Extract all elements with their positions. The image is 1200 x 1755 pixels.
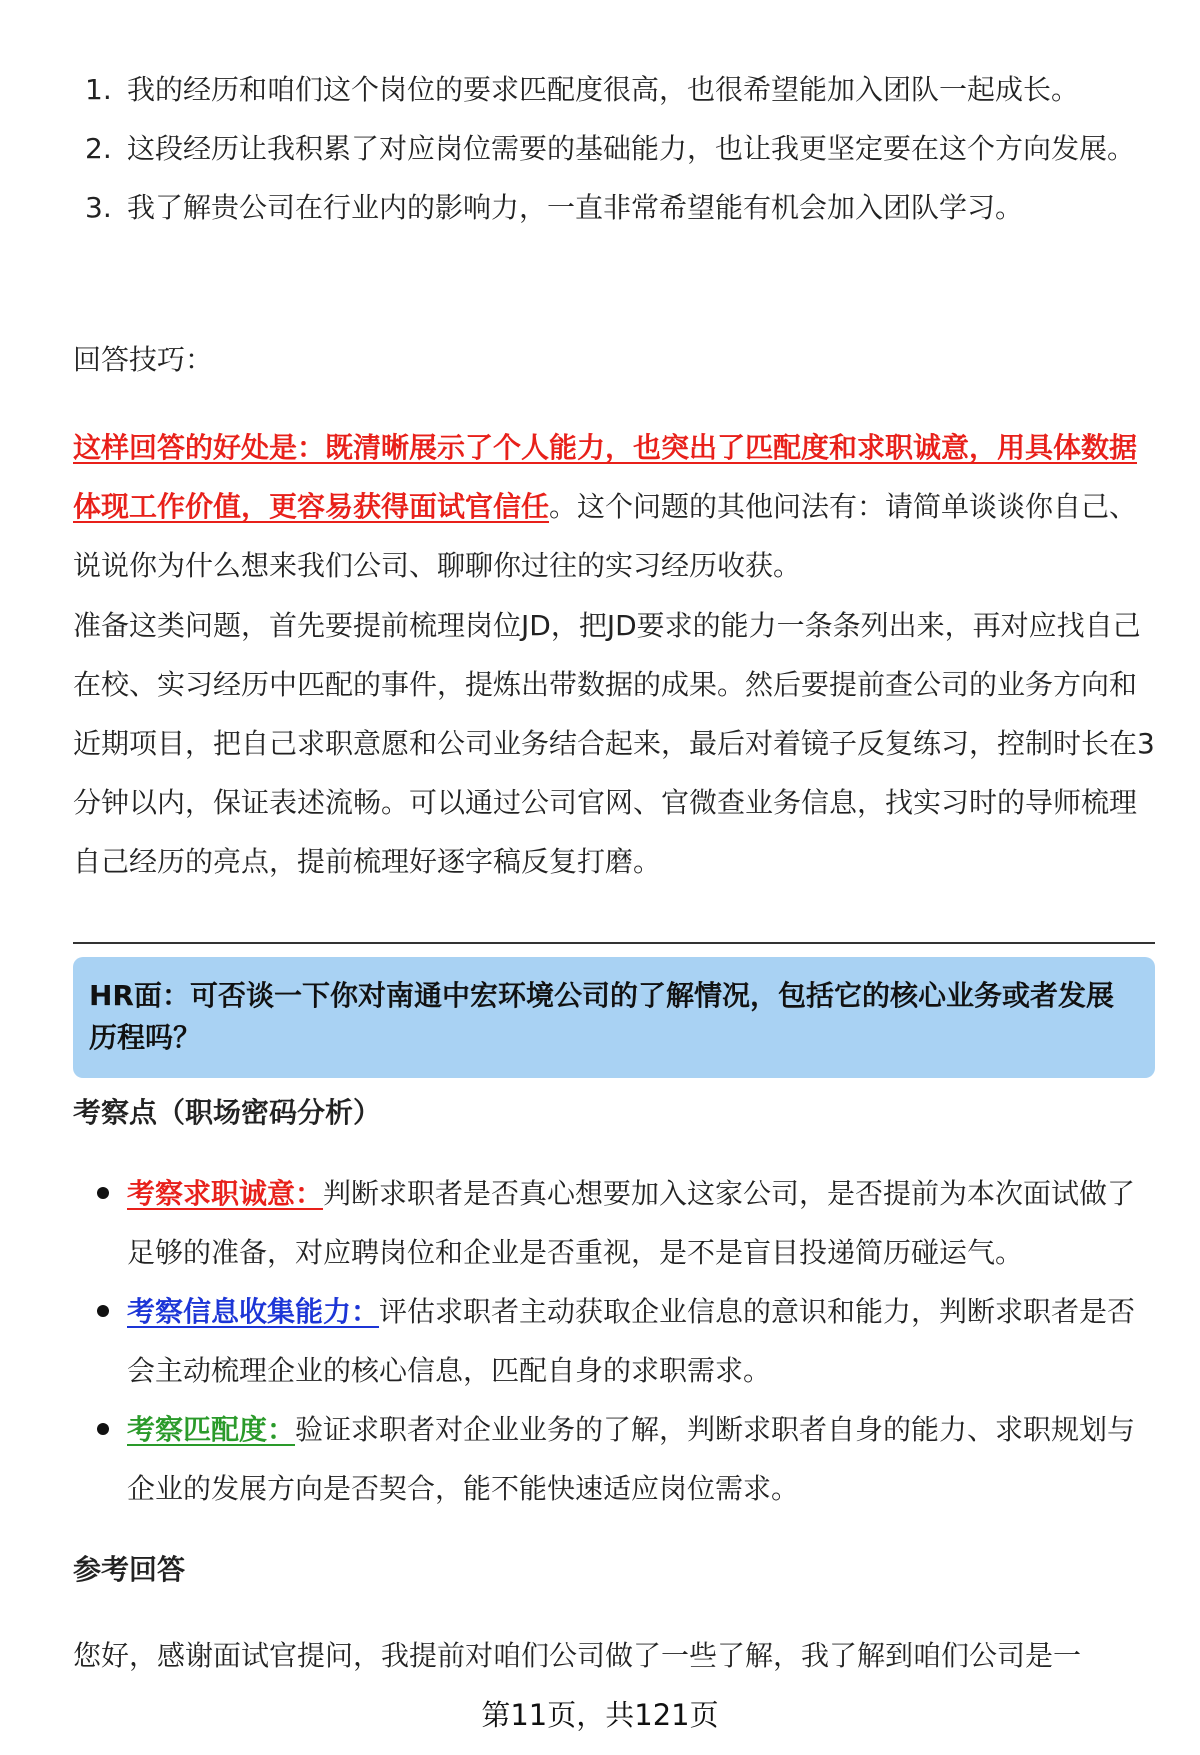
- list-item: [73, 119, 1155, 178]
- list-item-text: 这段经历让我积累了对应岗位需要的基础能力，也让我更坚定要在这个方向发展。: [127, 132, 1136, 165]
- point-text: 验证求职者对企业业务的了解，判断求职者自身的能力、求职规划与企业的发展方向是否契合，能不能快速适应岗位需求。: [127, 1413, 1136, 1505]
- point-keyword: 考察求职诚意：: [127, 1177, 324, 1210]
- point-text: 判断求职者是否真心想要加入这家公司，是否提前为本次面试做了足够的准备，对应聘岗位和企业是否重视，是不是盲目投递简历碰运气。: [127, 1177, 1136, 1269]
- prep-paragraph: 准备这类问题，首先要提前梳理岗位JD，把JD要求的能力一条条列出来，再对应找自己在校、实习经历中匹配的事件，提炼出带数据的成果。然后要提前查公司的业务方向和近期项目，把自己求职意愿和公司业务结合起来，最后对着镜子反复练习，控制时长在3分钟以内，保证表述流畅。可以通过公司官网、官微查业务信息，找实习时的导师梳理自己经历的亮点，提前梳理好逐字稿反复打磨。: [73, 609, 1155, 878]
- tips-label: 回答技巧：: [73, 343, 214, 376]
- question-box: HR面：可否谈一下你对南通中宏环境公司的了解情况，包括它的核心业务或者发展历程吗？: [73, 957, 1155, 1078]
- bullet-icon: [97, 1187, 109, 1199]
- list-item-text: 我的经历和咱们这个岗位的要求匹配度很高，也很希望能加入团队一起成长。: [127, 73, 1080, 106]
- list-number: 2.: [85, 132, 112, 165]
- tips-highlight: 这样回答的好处是：既清晰展示了个人能力，也突出了匹配度和求职诚意，用具体数据体现工作价值，更容易获得面试官信任: [73, 431, 1138, 523]
- list-number: 3.: [85, 191, 112, 224]
- section-divider: [73, 942, 1155, 944]
- tips-paragraph: [73, 418, 1155, 595]
- list-item: [73, 178, 1155, 237]
- point-keyword: 考察匹配度：: [127, 1413, 296, 1446]
- list-item-text: 我了解贵公司在行业内的影响力，一直非常希望能有机会加入团队学习。: [127, 191, 1024, 224]
- point-text: 评估求职者主动获取企业信息的意识和能力，判断求职者是否会主动梳理企业的核心信息，匹配自身的求职需求。: [127, 1295, 1136, 1387]
- list-item: [73, 1400, 1155, 1518]
- bullet-icon: [97, 1305, 109, 1317]
- page-footer: 第11页，共121页: [481, 1698, 719, 1732]
- list-item: [73, 1282, 1155, 1400]
- list-item: [73, 1164, 1155, 1282]
- list-number: 1.: [85, 73, 112, 106]
- reference-answer-title: 参考回答: [73, 1553, 186, 1586]
- list-item: [73, 60, 1155, 119]
- bullet-icon: [97, 1423, 109, 1435]
- assessment-points: [73, 1164, 1155, 1518]
- tips-rest: 。这个问题的其他问法有：请简单谈谈你自己、说说你为什么想来我们公司、聊聊你过往的实习经历收获。: [73, 490, 1138, 582]
- numbered-list: [73, 60, 1155, 237]
- point-keyword: 考察信息收集能力：: [127, 1295, 380, 1328]
- reference-answer-text: 您好，感谢面试官提问，我提前对咱们公司做了一些了解，我了解到咱们公司是一: [73, 1639, 1082, 1672]
- assessment-title: 考察点（职场密码分析）: [73, 1096, 382, 1129]
